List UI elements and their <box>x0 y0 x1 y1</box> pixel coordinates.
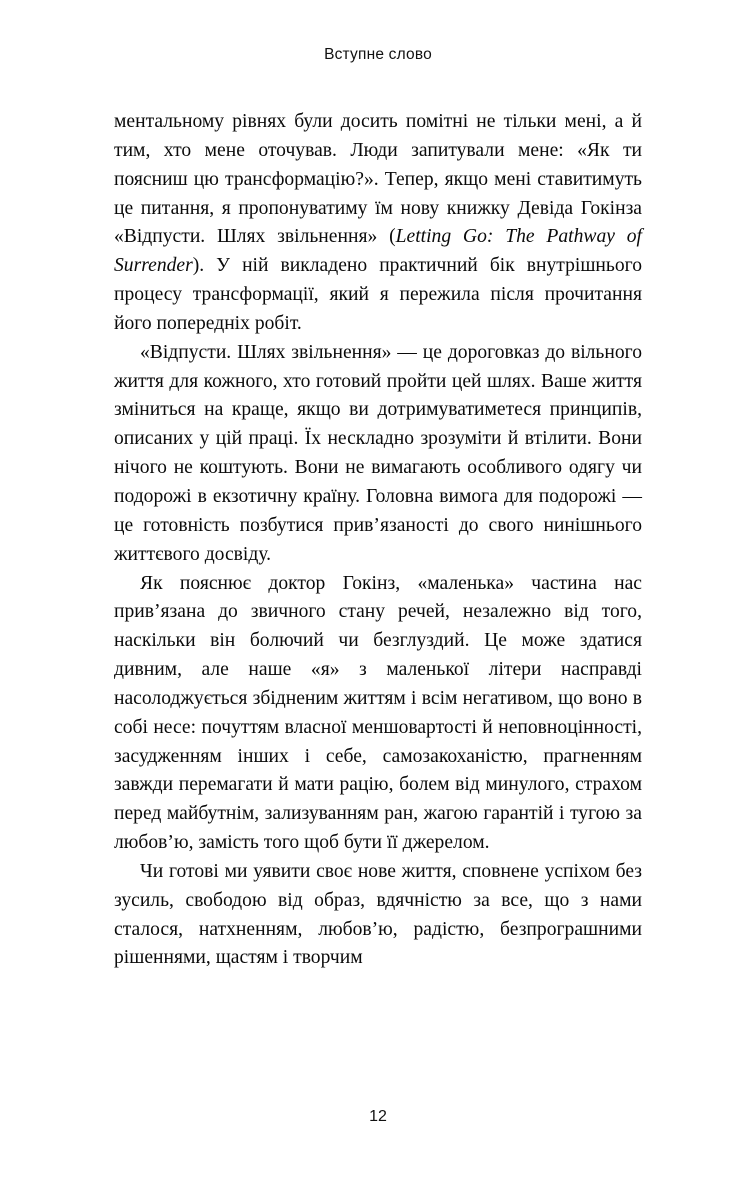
text-run: Чи готові ми уявити своє нове життя, сповнене успіхом без зусиль, свободою від образ, вдячністю за все, що з нами сталося, натхненням, любов’ю, радістю, безпрограшними рішеннями, щастям і творчим <box>114 860 642 969</box>
body-paragraph <box>114 339 642 570</box>
body-paragraph <box>114 858 642 973</box>
body-paragraph <box>114 570 642 858</box>
text-run: ). У ній викладено практичний бік внутрішнього процесу трансформації, який я пережила після прочитання його попередніх робіт. <box>114 255 642 334</box>
text-run: ментальному рівнях були досить помітні не тільки мені, а й тим, хто мене оточував. Люди запитували мене: «Як ти поясниш цю трансформацію?». Тепер, якщо мені ставитимуть це питання, я пропонуватиму їм нову книжку Девіда Гокінза «Відпусти. Шлях звільнення» ( <box>114 111 642 248</box>
book-title-italic: Letting Go: The Pathway of Surrender <box>114 226 643 277</box>
body-paragraph <box>114 108 642 339</box>
text-run: Як пояснює доктор Гокінз, «маленька» частина нас прив’язана до звичного стану речей, незалежно від того, наскільки він болючий чи безглуздий. Це може здатися дивним, але наше «я» з маленької літери насправді насолоджується збідненим життям і всім негативом, що воно в собі несе: почуттям власної меншовартості й неповноцінності, засудженням інших і себе, самозакоханістю, прагненням завжди перемагати й мати рацію, болем від минулого, страхом перед майбутнім, зализуванням ран, жагою гарантій і тугою за любов’ю, замість того щоб бути її джерелом. <box>114 572 642 854</box>
running-head: Вступне слово <box>324 46 432 63</box>
text-run: «Відпусти. Шлях звільнення» — це дороговказ до вільного життя для кожного, хто готовий пройти цей шлях. Ваше життя зміниться на краще, якщо ви дотримуватиметеся принципів, описаних у цій праці. Їх нескладно зрозуміти й втілити. Вони нічого не коштують. Вони не вимагають особливого одягу чи подорожі в екзотичну країну. Головна вимога для подорожі — це готовність позбутися прив’язаності до свого нинішнього життєвого досвіду. <box>114 341 642 565</box>
page-number: 12 <box>369 1108 387 1125</box>
text-column <box>114 108 642 973</box>
